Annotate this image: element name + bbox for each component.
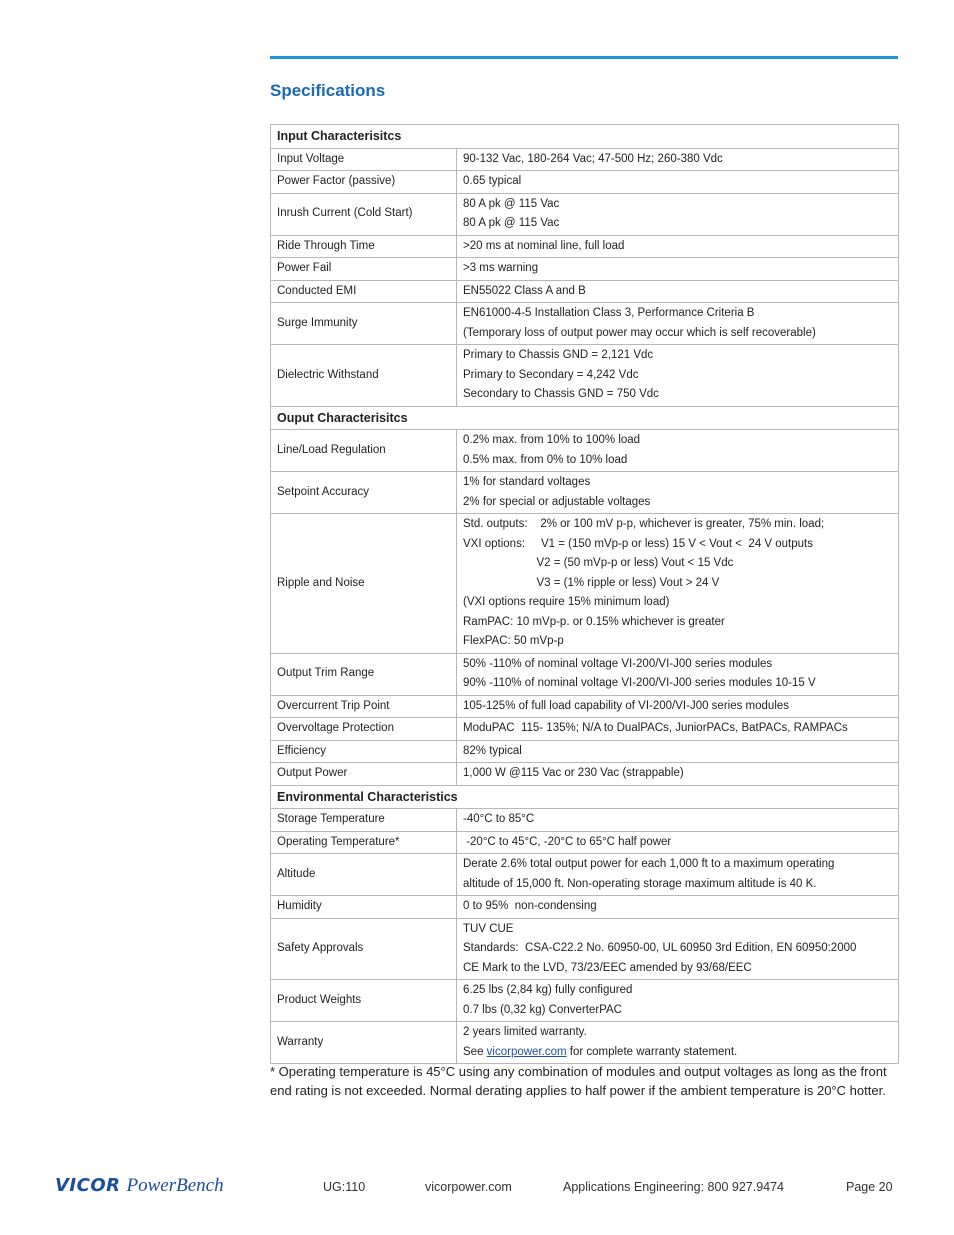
spec-label: Power Factor (passive): [271, 171, 457, 194]
spec-value-line: Secondary to Chassis GND = 750 Vdc: [463, 388, 659, 400]
spec-value-line: 6.25 lbs (2,84 kg) fully configured: [463, 984, 633, 996]
spec-label: Operating Temperature*: [271, 831, 457, 854]
spec-label: Conducted EMI: [271, 280, 457, 303]
page-footer: [0, 1170, 954, 1210]
table-row: [271, 763, 899, 786]
spec-value-line: TUV CUE: [463, 922, 514, 935]
spec-value-line: >3 ms warning: [463, 262, 539, 274]
operating-temperature-footnote: * Operating temperature is 45°C using any combination of modules and output voltages as long as the front end rating is not exceeded. Normal derating applies to half power if the ambient temperature is 20°C hotter.: [270, 1064, 887, 1098]
spec-value: [457, 258, 899, 281]
spec-value-line: (Temporary loss of output power may occur which is self recoverable): [463, 326, 816, 339]
spec-label: Setpoint Accuracy: [271, 472, 457, 514]
footer-doc-id: UG:110: [323, 1180, 366, 1194]
spec-value-line: 105-125% of full load capability of VI-200/VI-J00 series modules: [463, 699, 790, 712]
spec-value: [457, 193, 899, 235]
spec-value-line: Derate 2.6% total output power for each 1,000 ft to a maximum operating: [463, 858, 835, 870]
spec-label: Overvoltage Protection: [271, 718, 457, 741]
spec-value-line: 2% for special or adjustable voltages: [463, 495, 651, 508]
spec-label: Efficiency: [271, 740, 457, 763]
table-row: [271, 193, 899, 235]
spec-label: Surge Immunity: [271, 303, 457, 345]
spec-value-line: altitude of 15,000 ft. Non-operating storage maximum altitude is 40 K.: [463, 877, 817, 890]
spec-value-line: Primary to Secondary = 4,242 Vdc: [463, 368, 639, 381]
spec-label: Product Weights: [271, 980, 457, 1022]
spec-value-line: 80 A pk @ 115 Vac: [463, 197, 560, 210]
spec-label: Humidity: [271, 896, 457, 919]
section-header-row: [271, 125, 899, 149]
spec-value: [457, 809, 899, 832]
spec-value: [457, 303, 899, 345]
spec-value-line: -20°C to 45°C, -20°C to 65°C half power: [463, 835, 672, 848]
spec-value: [457, 653, 899, 695]
spec-value-line: Standards: CSA-C22.2 No. 60950-00, UL 60950 3rd Edition, EN 60950:2000: [463, 942, 857, 954]
footer-page-number: Page 20: [846, 1180, 893, 1194]
spec-label-warranty: Warranty: [271, 1022, 457, 1064]
spec-value-line: ModuPAC 115- 135%; N/A to DualPACs, JuniorPACs, BatPACs, RAMPACs: [463, 722, 848, 734]
spec-value-line: >20 ms at nominal line, full load: [463, 239, 625, 252]
footer-website: vicorpower.com: [425, 1180, 512, 1194]
spec-value-line: 0.65 typical: [463, 175, 522, 187]
warranty-line-1: 2 years limited warranty.: [463, 1026, 587, 1038]
spec-label: Overcurrent Trip Point: [271, 695, 457, 718]
spec-value-line: EN61000-4-5 Installation Class 3, Performance Criteria B: [463, 307, 755, 319]
page-title: Specifications: [270, 81, 386, 100]
table-row: [271, 235, 899, 258]
spec-value: [457, 831, 899, 854]
top-accent-rule: [270, 56, 898, 59]
section-header-row: [271, 785, 899, 809]
spec-label: Storage Temperature: [271, 809, 457, 832]
table-row: [271, 430, 899, 472]
footer-phone: Applications Engineering: 800 927.9474: [563, 1180, 785, 1194]
vicorpower-link[interactable]: vicorpower.com: [486, 1045, 567, 1058]
spec-value-line: Std. outputs: 2% or 100 mV p-p, whichever is greater, 75% min. load;: [463, 518, 825, 530]
section-header: Environmental Characteristics: [271, 785, 899, 809]
table-row: [271, 740, 899, 763]
spec-value-line: 50% -110% of nominal voltage VI-200/VI-J00 series modules: [463, 657, 773, 670]
spec-value-line: FlexPAC: 50 mVp-p: [463, 635, 564, 647]
spec-label: Output Power: [271, 763, 457, 786]
table-row: [271, 695, 899, 718]
spec-label: Dielectric Withstand: [271, 345, 457, 407]
table-row: [271, 258, 899, 281]
spec-label: Output Trim Range: [271, 653, 457, 695]
table-row: [271, 514, 899, 654]
spec-label: Line/Load Regulation: [271, 430, 457, 472]
powerbench-logo-text: PowerBench: [126, 1175, 224, 1196]
spec-value-line: 0.5% max. from 0% to 10% load: [463, 453, 628, 466]
vicor-powerbench-logo: [55, 1175, 224, 1197]
spec-value: [457, 148, 899, 171]
spec-value-line: 0 to 95% non-condensing: [463, 900, 597, 912]
spec-label: Altitude: [271, 854, 457, 896]
table-row: [271, 653, 899, 695]
spec-value-line: 0.2% max. from 10% to 100% load: [463, 434, 641, 446]
spec-value: [457, 345, 899, 407]
table-row: [271, 280, 899, 303]
spec-value: [457, 472, 899, 514]
spec-value-line: (VXI options require 15% minimum load): [463, 596, 670, 608]
specifications-table: [270, 124, 899, 1064]
section-header-row: [271, 406, 899, 430]
table-row: [271, 718, 899, 741]
spec-value-line: V2 = (50 mVp-p or less) Vout < 15 Vdc: [463, 557, 734, 569]
spec-value-line: 90-132 Vac, 180-264 Vac; 47-500 Hz; 260-380 Vdc: [463, 152, 723, 165]
spec-value: [457, 896, 899, 919]
section-header: Ouput Characterisitcs: [271, 406, 899, 430]
table-row: [271, 303, 899, 345]
spec-label: Inrush Current (Cold Start): [271, 193, 457, 235]
spec-value-line: RamPAC: 10 mVp-p. or 0.15% whichever is greater: [463, 615, 725, 628]
spec-value: [457, 171, 899, 194]
spec-value: [457, 695, 899, 718]
spec-value-line: 0.7 lbs (0,32 kg) ConverterPAC: [463, 1003, 622, 1016]
spec-value-line: 90% -110% of nominal voltage VI-200/VI-J00 series modules 10-15 V: [463, 677, 816, 689]
spec-value-line: 80 A pk @ 115 Vac: [463, 217, 560, 229]
spec-label: Ride Through Time: [271, 235, 457, 258]
table-row: [271, 896, 899, 919]
spec-value: [457, 235, 899, 258]
spec-value-line: CE Mark to the LVD, 73/23/EEC amended by 93/68/EEC: [463, 961, 752, 974]
vicor-logo-text: VICOR: [55, 1175, 121, 1196]
spec-value-line: V3 = (1% ripple or less) Vout > 24 V: [463, 576, 720, 589]
table-row: [271, 148, 899, 171]
spec-value: [457, 763, 899, 786]
table-row: [271, 809, 899, 832]
spec-value: [457, 854, 899, 896]
spec-value-line: 1% for standard voltages: [463, 476, 591, 488]
table-row: [271, 472, 899, 514]
spec-label: Input Voltage: [271, 148, 457, 171]
spec-value-line: EN55022 Class A and B: [463, 284, 586, 297]
spec-value-line: VXI options: V1 = (150 mVp-p or less) 15 V < Vout < 24 V outputs: [463, 537, 813, 550]
spec-value-line: 1,000 W @115 Vac or 230 Vac (strappable): [463, 767, 684, 779]
spec-value: [457, 980, 899, 1022]
warranty-suffix-text: for complete warranty statement.: [566, 1045, 738, 1058]
spec-label: Power Fail: [271, 258, 457, 281]
spec-value: [457, 514, 899, 654]
spec-value-line: Primary to Chassis GND = 2,121 Vdc: [463, 349, 654, 361]
spec-label: Safety Approvals: [271, 918, 457, 980]
table-row-warranty: [271, 1022, 899, 1064]
spec-value: [457, 740, 899, 763]
table-row: [271, 854, 899, 896]
spec-value: [457, 718, 899, 741]
section-header: Input Characterisitcs: [271, 125, 899, 149]
specifications-table-body: [271, 125, 899, 1064]
table-row: [271, 171, 899, 194]
table-row: [271, 831, 899, 854]
spec-value-line: 82% typical: [463, 744, 522, 757]
table-row: [271, 918, 899, 980]
spec-value-line: -40°C to 85°C: [463, 813, 535, 825]
spec-value-warranty: [457, 1022, 899, 1064]
table-row: [271, 980, 899, 1022]
warranty-line-2: [463, 1043, 892, 1063]
table-row: [271, 345, 899, 407]
spec-value: [457, 280, 899, 303]
spec-value: [457, 430, 899, 472]
spec-value: [457, 918, 899, 980]
warranty-see-text: See: [463, 1045, 487, 1058]
spec-label: Ripple and Noise: [271, 514, 457, 654]
